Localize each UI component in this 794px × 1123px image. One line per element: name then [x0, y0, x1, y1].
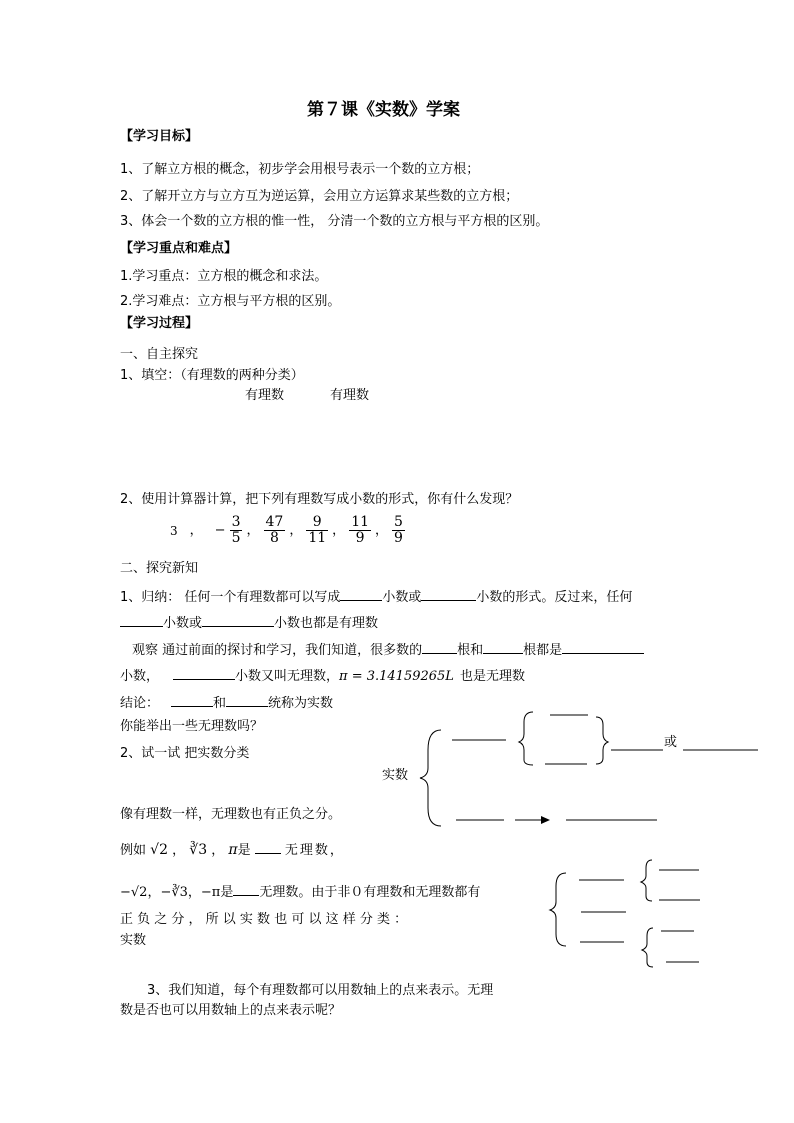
conclusion-text-b: 和: [213, 696, 227, 711]
part2-heading: 二、探究新知: [120, 561, 199, 576]
separator: ，: [246, 523, 260, 538]
separator: ，: [172, 843, 186, 858]
brace-left-small-2: [641, 860, 652, 901]
answer-blank[interactable]: [255, 841, 281, 854]
real-number-label-2: 实数: [120, 933, 147, 948]
or-label: 或: [664, 735, 678, 750]
part1-heading: 一、自主探究: [120, 347, 199, 362]
fraction-5-num: 5: [394, 514, 403, 530]
induce-text-c: 小数的形式。反过来，任何: [476, 590, 633, 605]
sign-text: 像有理数一样，无理数也有正负之分。: [120, 807, 342, 822]
fraction-3-den: 11: [308, 530, 327, 546]
observe2-text-b: 小数又叫无理数，: [235, 669, 340, 684]
separator: ，: [189, 523, 203, 538]
observe-text-b: 根和: [457, 643, 484, 658]
keypoint-item-1: 1.学习重点：立方根的概念和求法。: [120, 269, 328, 284]
fraction-4-num: 11: [351, 514, 370, 530]
separator: ，: [375, 523, 389, 538]
fraction-3-num: 9: [306, 515, 328, 531]
observe-text-a: 观察 通过前面的探讨和学习，我们知道，很多数的: [132, 643, 423, 658]
conclusion-text-c: 统称为实数: [268, 696, 334, 711]
observe2-text-a: 小数，: [120, 669, 160, 684]
fraction-4-den: 9: [355, 530, 365, 546]
separator: ，: [211, 843, 225, 858]
try-text: 2、试一试 把实数分类: [120, 746, 250, 761]
spread-line: 正 负 之 分 ， 所 以 实 数 也 可 以 这 样 分 类 ：: [120, 912, 408, 927]
induce-text-b: 小数或: [382, 590, 422, 605]
goal-item-1: 1、了解立方根的概念，初步学会用根号表示一个数的立方根；: [120, 162, 480, 177]
goal-item-3: 3、体会一个数的立方根的惟一性， 分清一个数的立方根与平方根的区别。: [120, 214, 549, 229]
q1-label-b: 有理数: [330, 388, 370, 403]
separator: ，: [289, 523, 303, 538]
q1-text: 1、填空：（有理数的两种分类）: [120, 368, 304, 383]
q2-first-number: 3: [170, 523, 178, 538]
keypoints-heading: 【学习重点和难点】: [120, 241, 238, 256]
q3-line-2: 数是否也可以用数轴上的点来表示呢？: [120, 1003, 342, 1018]
brace-left-large-2: [550, 873, 566, 946]
sqrt-2: √2: [150, 842, 168, 858]
negative-line: [120, 883, 480, 899]
arrow-head-icon: [541, 816, 550, 824]
pi-value: π = 3.14159265L: [339, 669, 454, 684]
fraction-2-den: 8: [269, 530, 279, 546]
negative-text-b: 无理数。由于非０有理数和无理数都有: [259, 885, 481, 900]
example-text-b: 是: [237, 843, 251, 858]
conclusion-text-a: 结论：: [120, 696, 160, 711]
q3-line-1: 3、我们知道，每个有理数都可以用数轴上的点来表示。无理: [147, 983, 494, 998]
fraction-2-num: 47: [265, 514, 284, 530]
observe2-text-c: 也是无理数: [459, 669, 525, 684]
induce-text-a: 1、归纳： 任何一个有理数都可以写成: [120, 590, 341, 605]
brace-left-small-3: [642, 928, 653, 967]
example-text-a: 例如: [120, 843, 147, 858]
fraction-1-den: 5: [231, 530, 241, 546]
answer-blank[interactable]: [233, 883, 259, 896]
induce2-text-a: 小数或: [163, 616, 203, 631]
q2-text: 2、使用计算器计算，把下列有理数写成小数的形式，你有什么发现？: [120, 492, 519, 507]
brace-right-small: [596, 717, 608, 764]
q1-label-a: 有理数: [245, 388, 285, 403]
brace-left-small: [519, 712, 533, 765]
goal-item-2: 2、了解开立方与立方互为逆运算，会用立方运算求某些数的立方根；: [120, 189, 519, 204]
goals-heading: 【学习目标】: [120, 129, 199, 144]
ask-text: 你能举出一些无理数吗？: [120, 719, 264, 734]
page-title: 第７课《实数》学案: [307, 100, 460, 120]
pi-symbol: π: [228, 842, 238, 858]
example-text-c: 无理数，: [284, 843, 345, 858]
example-line: [120, 841, 345, 857]
fraction-1-num: 3: [231, 514, 241, 530]
process-heading: 【学习过程】: [120, 316, 199, 331]
minus-sign: −: [214, 523, 226, 538]
negative-text-a: −√2，−∛3，−π是: [120, 885, 234, 900]
fraction-5-den: 9: [394, 530, 403, 546]
brace-left-large: [420, 730, 441, 826]
separator: ，: [332, 523, 346, 538]
keypoint-item-2: 2.学习难点：立方根与平方根的区别。: [120, 294, 341, 309]
cube-root-3: ∛3: [189, 842, 208, 858]
real-number-label: 实数: [382, 768, 409, 783]
observe-text-c: 根都是: [523, 643, 563, 658]
induce2-text-b: 小数也都是有理数: [274, 616, 379, 631]
